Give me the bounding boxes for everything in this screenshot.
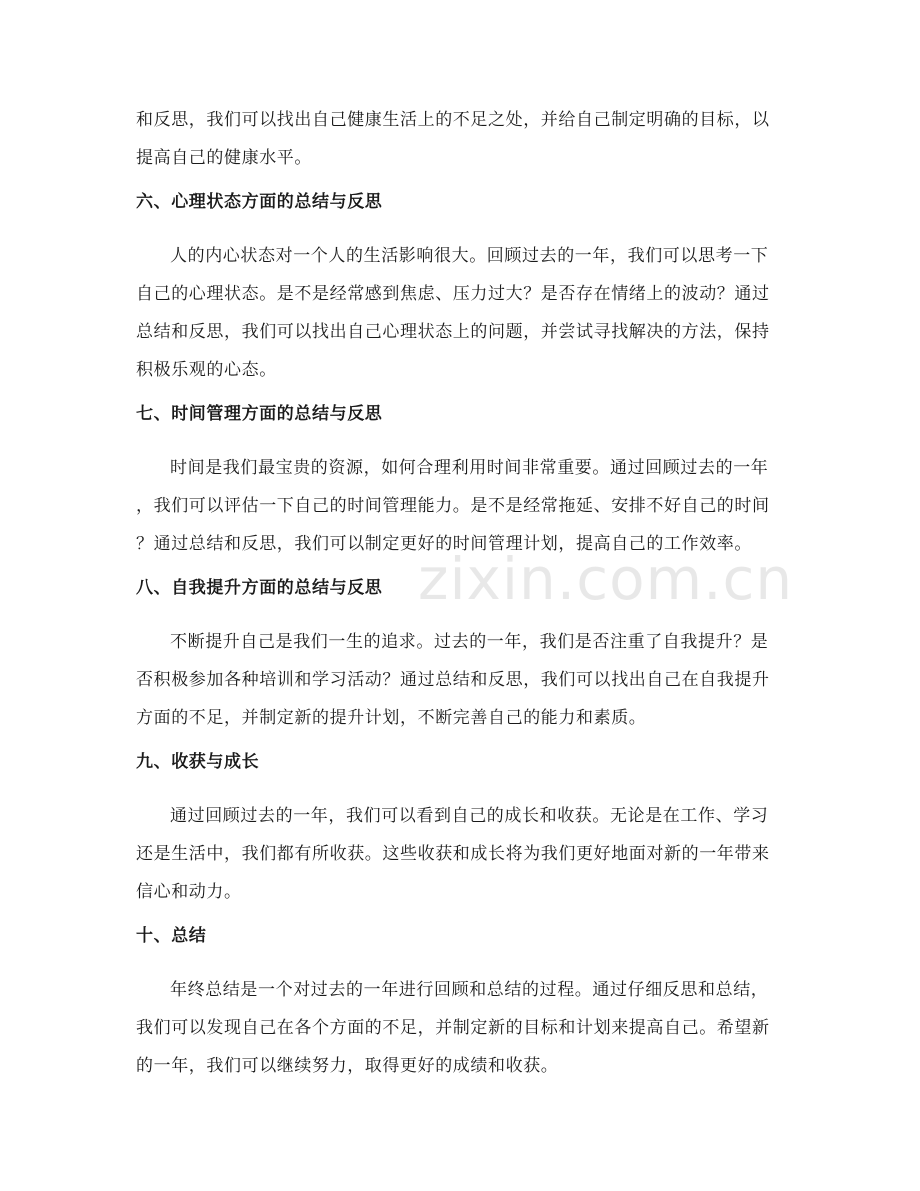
paragraph-line: 总结和反思，我们可以找出自己心理状态上的问题，并尝试寻找解决的方法，保持 xyxy=(136,322,770,342)
paragraph-line: 积极乐观的心态。 xyxy=(136,360,277,380)
paragraph-line: 否积极参加各种培训和学习活动？通过总结和反思，我们可以找出自己在自我提升 xyxy=(136,670,770,690)
paragraph-line: 人的内心状态对一个人的生活影响很大。回顾过去的一年，我们可以思考一下 xyxy=(170,246,769,266)
paragraph-line: ？通过总结和反思，我们可以制定更好的时间管理计划，提高自己的工作效率。 xyxy=(136,534,752,554)
section-paragraph-7 xyxy=(136,449,784,563)
document-body xyxy=(136,101,784,1085)
paragraph-line: 提高自己的健康水平。 xyxy=(136,148,312,168)
paragraph-line: 年终总结是一个对过去的一年进行回顾和总结的过程。通过仔细反思和总结， xyxy=(170,980,769,1000)
paragraph-line: ，我们可以评估一下自己的时间管理能力。是不是经常拖延、安排不好自己的时间 xyxy=(136,496,770,516)
paragraph-line: 和反思，我们可以找出自己健康生活上的不足之处，并给自己制定明确的目标，以 xyxy=(136,110,770,130)
section-heading-9: 九、收获与成长 xyxy=(136,752,260,772)
paragraph-line: 还是生活中，我们都有所收获。这些收获和成长将为我们更好地面对新的一年带来 xyxy=(136,844,770,864)
paragraph-line: 信心和动力。 xyxy=(136,882,242,902)
section-paragraph-6 xyxy=(136,237,784,389)
paragraph-line: 我们可以发现自己在各个方面的不足，并制定新的目标和计划来提高自己。希望新 xyxy=(136,1018,770,1038)
section-paragraph-10 xyxy=(136,971,784,1085)
intro-paragraph xyxy=(136,101,784,177)
paragraph-line: 方面的不足，并制定新的提升计划，不断完善自己的能力和素质。 xyxy=(136,708,647,728)
section-paragraph-8 xyxy=(136,623,784,737)
section-heading-8: 八、自我提升方面的总结与反思 xyxy=(136,578,383,598)
paragraph-line: 的一年，我们可以继续努力，取得更好的成绩和收获。 xyxy=(136,1056,559,1076)
paragraph-line: 自己的心理状态。是不是经常感到焦虑、压力过大？是否存在情绪上的波动？通过 xyxy=(136,284,770,304)
paragraph-line: 通过回顾过去的一年，我们可以看到自己的成长和收获。无论是在工作、学习 xyxy=(170,806,769,826)
section-paragraph-9 xyxy=(136,797,784,911)
section-heading-7: 七、时间管理方面的总结与反思 xyxy=(136,404,383,424)
paragraph-line: 时间是我们最宝贵的资源，如何合理利用时间非常重要。通过回顾过去的一年 xyxy=(170,458,769,478)
section-heading-6: 六、心理状态方面的总结与反思 xyxy=(136,192,383,212)
watermark: zixin.com.cn xyxy=(418,545,794,613)
paragraph-line: 不断提升自己是我们一生的追求。过去的一年，我们是否注重了自我提升？是 xyxy=(170,632,769,652)
section-heading-10: 十、总结 xyxy=(136,926,207,946)
